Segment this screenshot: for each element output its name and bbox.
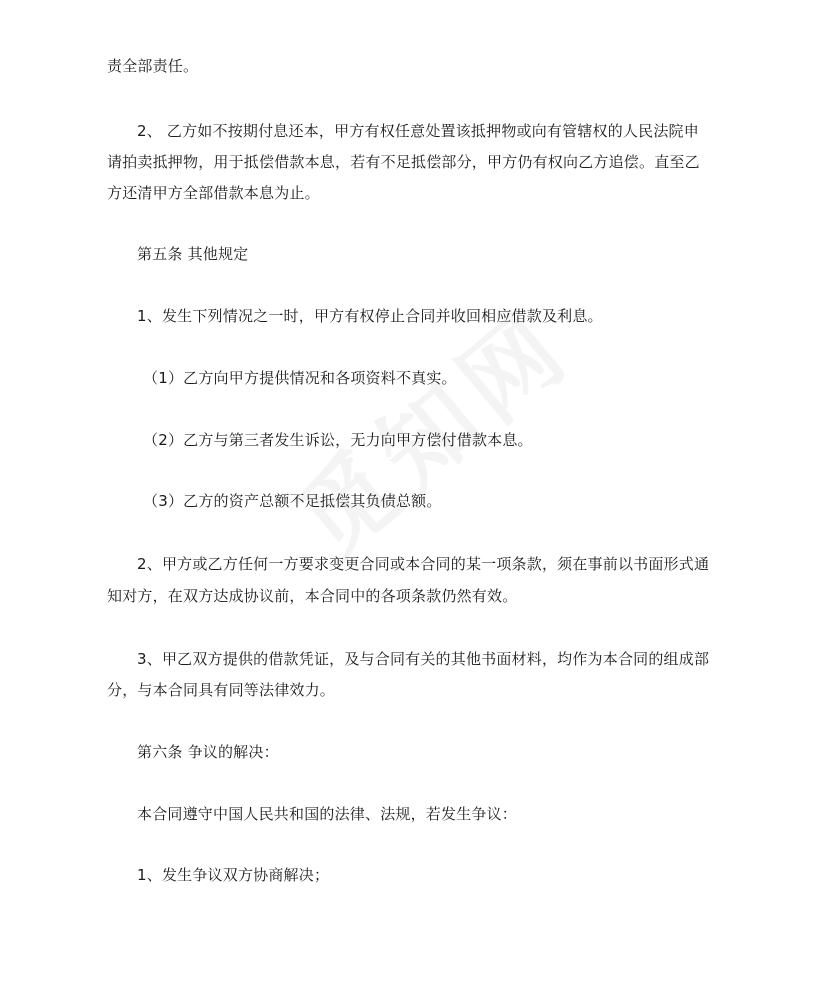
- paragraph-line: 1、发生下列情况之一时，甲方有权停止合同并收回相应借款及利息。: [137, 307, 603, 325]
- list-item: （3）乙方的资产总额不足抵偿其负债总额。: [143, 492, 442, 510]
- paragraph-line: 3、甲乙双方提供的借款凭证，及与合同有关的其他书面材料，均作为本合同的组成部: [137, 650, 710, 668]
- list-item: （2）乙方与第三者发生诉讼，无力向甲方偿付借款本息。: [143, 431, 533, 449]
- paragraph-line: 请拍卖抵押物，用于抵偿借款本息，若有不足抵偿部分，甲方仍有权向乙方追偿。直至乙: [107, 153, 700, 171]
- paragraph-line: 责全部责任。: [107, 57, 199, 75]
- paragraph-line: 分，与本合同具有同等法律效力。: [107, 681, 336, 699]
- paragraph-line: 本合同遵守中国人民共和国的法律、法规，若发生争议：: [137, 805, 518, 823]
- paragraph-line: 2、 乙方如不按期付息还本，甲方有权任意处置该抵押物或向有管辖权的人民法院申: [137, 122, 699, 140]
- list-item: （1）乙方向甲方提供情况和各项资料不真实。: [143, 369, 457, 387]
- paragraph-line: 方还清甲方全部借款本息为止。: [107, 184, 320, 202]
- paragraph-line: 2、甲方或乙方任何一方要求变更合同或本合同的某一项条款，须在事前以书面形式通: [137, 555, 710, 573]
- paragraph-line: 知对方，在双方达成协议前，本合同中的各项条款仍然有效。: [107, 587, 518, 605]
- section-heading: 第五条 其他规定: [137, 245, 249, 263]
- paragraph-line: 1、发生争议双方协商解决；: [137, 866, 330, 884]
- section-heading: 第六条 争议的解决：: [137, 743, 279, 761]
